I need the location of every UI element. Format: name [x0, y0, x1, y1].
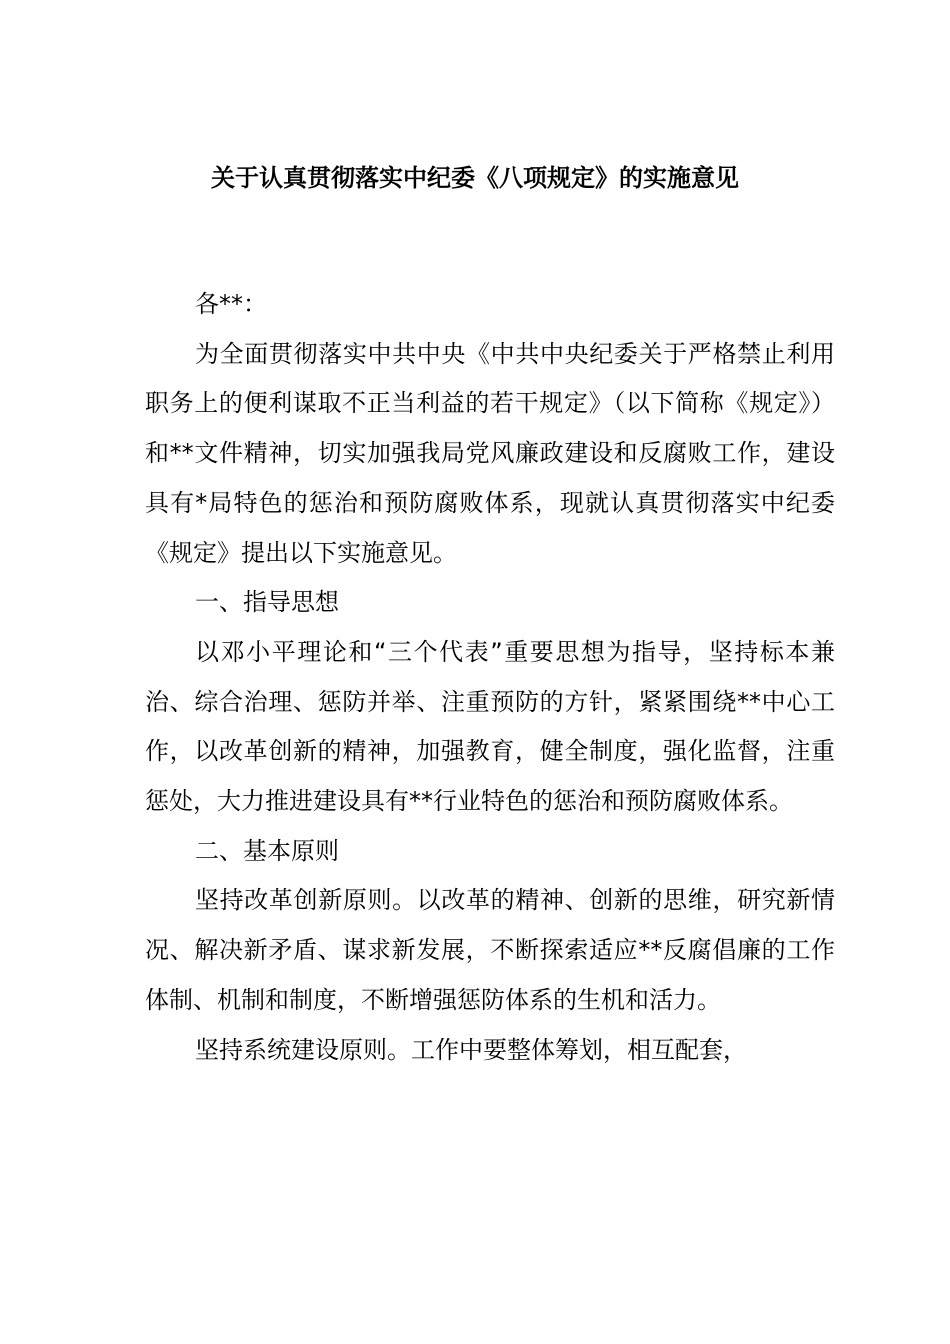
section-heading-basic-principles: 二、基本原则 — [195, 836, 339, 865]
salutation: 各**： — [195, 290, 267, 318]
document-title: 关于认真贯彻落实中纪委《八项规定》的实施意见 — [211, 164, 739, 192]
paragraph-reform-principle: 坚持改革创新原则。以改革的精神、创新的思维，研究新情况、解决新矛盾、谋求新发展，不断探索适应**反腐倡廉的工作体制、机制和制度，不断增强惩防体系的生机和活力。 — [145, 886, 835, 1014]
paragraph-guiding-thought: 以邓小平理论和“三个代表”重要思想为指导，坚持标本兼治、综合治理、惩防并举、注重预防的方针，紧紧围绕**中心工作，以改革创新的精神，加强教育，健全制度，强化监督，注重惩处，大力推进建设具有**行业特色的惩治和预防腐败体系。 — [145, 637, 835, 816]
paragraph-system-principle: 坚持系统建设原则。工作中要整体筹划，相互配套， — [195, 1035, 747, 1064]
section-heading-guiding-thought: 一、指导思想 — [195, 588, 339, 617]
paragraph-intro: 为全面贯彻落实中共中央《中共中央纪委关于严格禁止利用职务上的便利谋取不正当利益的若干规定》（以下简称《规定》）和**文件精神，切实加强我局党风廉政建设和反腐败工作，建设具有*局特色的惩治和预防腐败体系，现就认真贯彻落实中纪委《规定》提出以下实施意见。 — [145, 339, 835, 567]
document-body — [145, 280, 835, 1075]
